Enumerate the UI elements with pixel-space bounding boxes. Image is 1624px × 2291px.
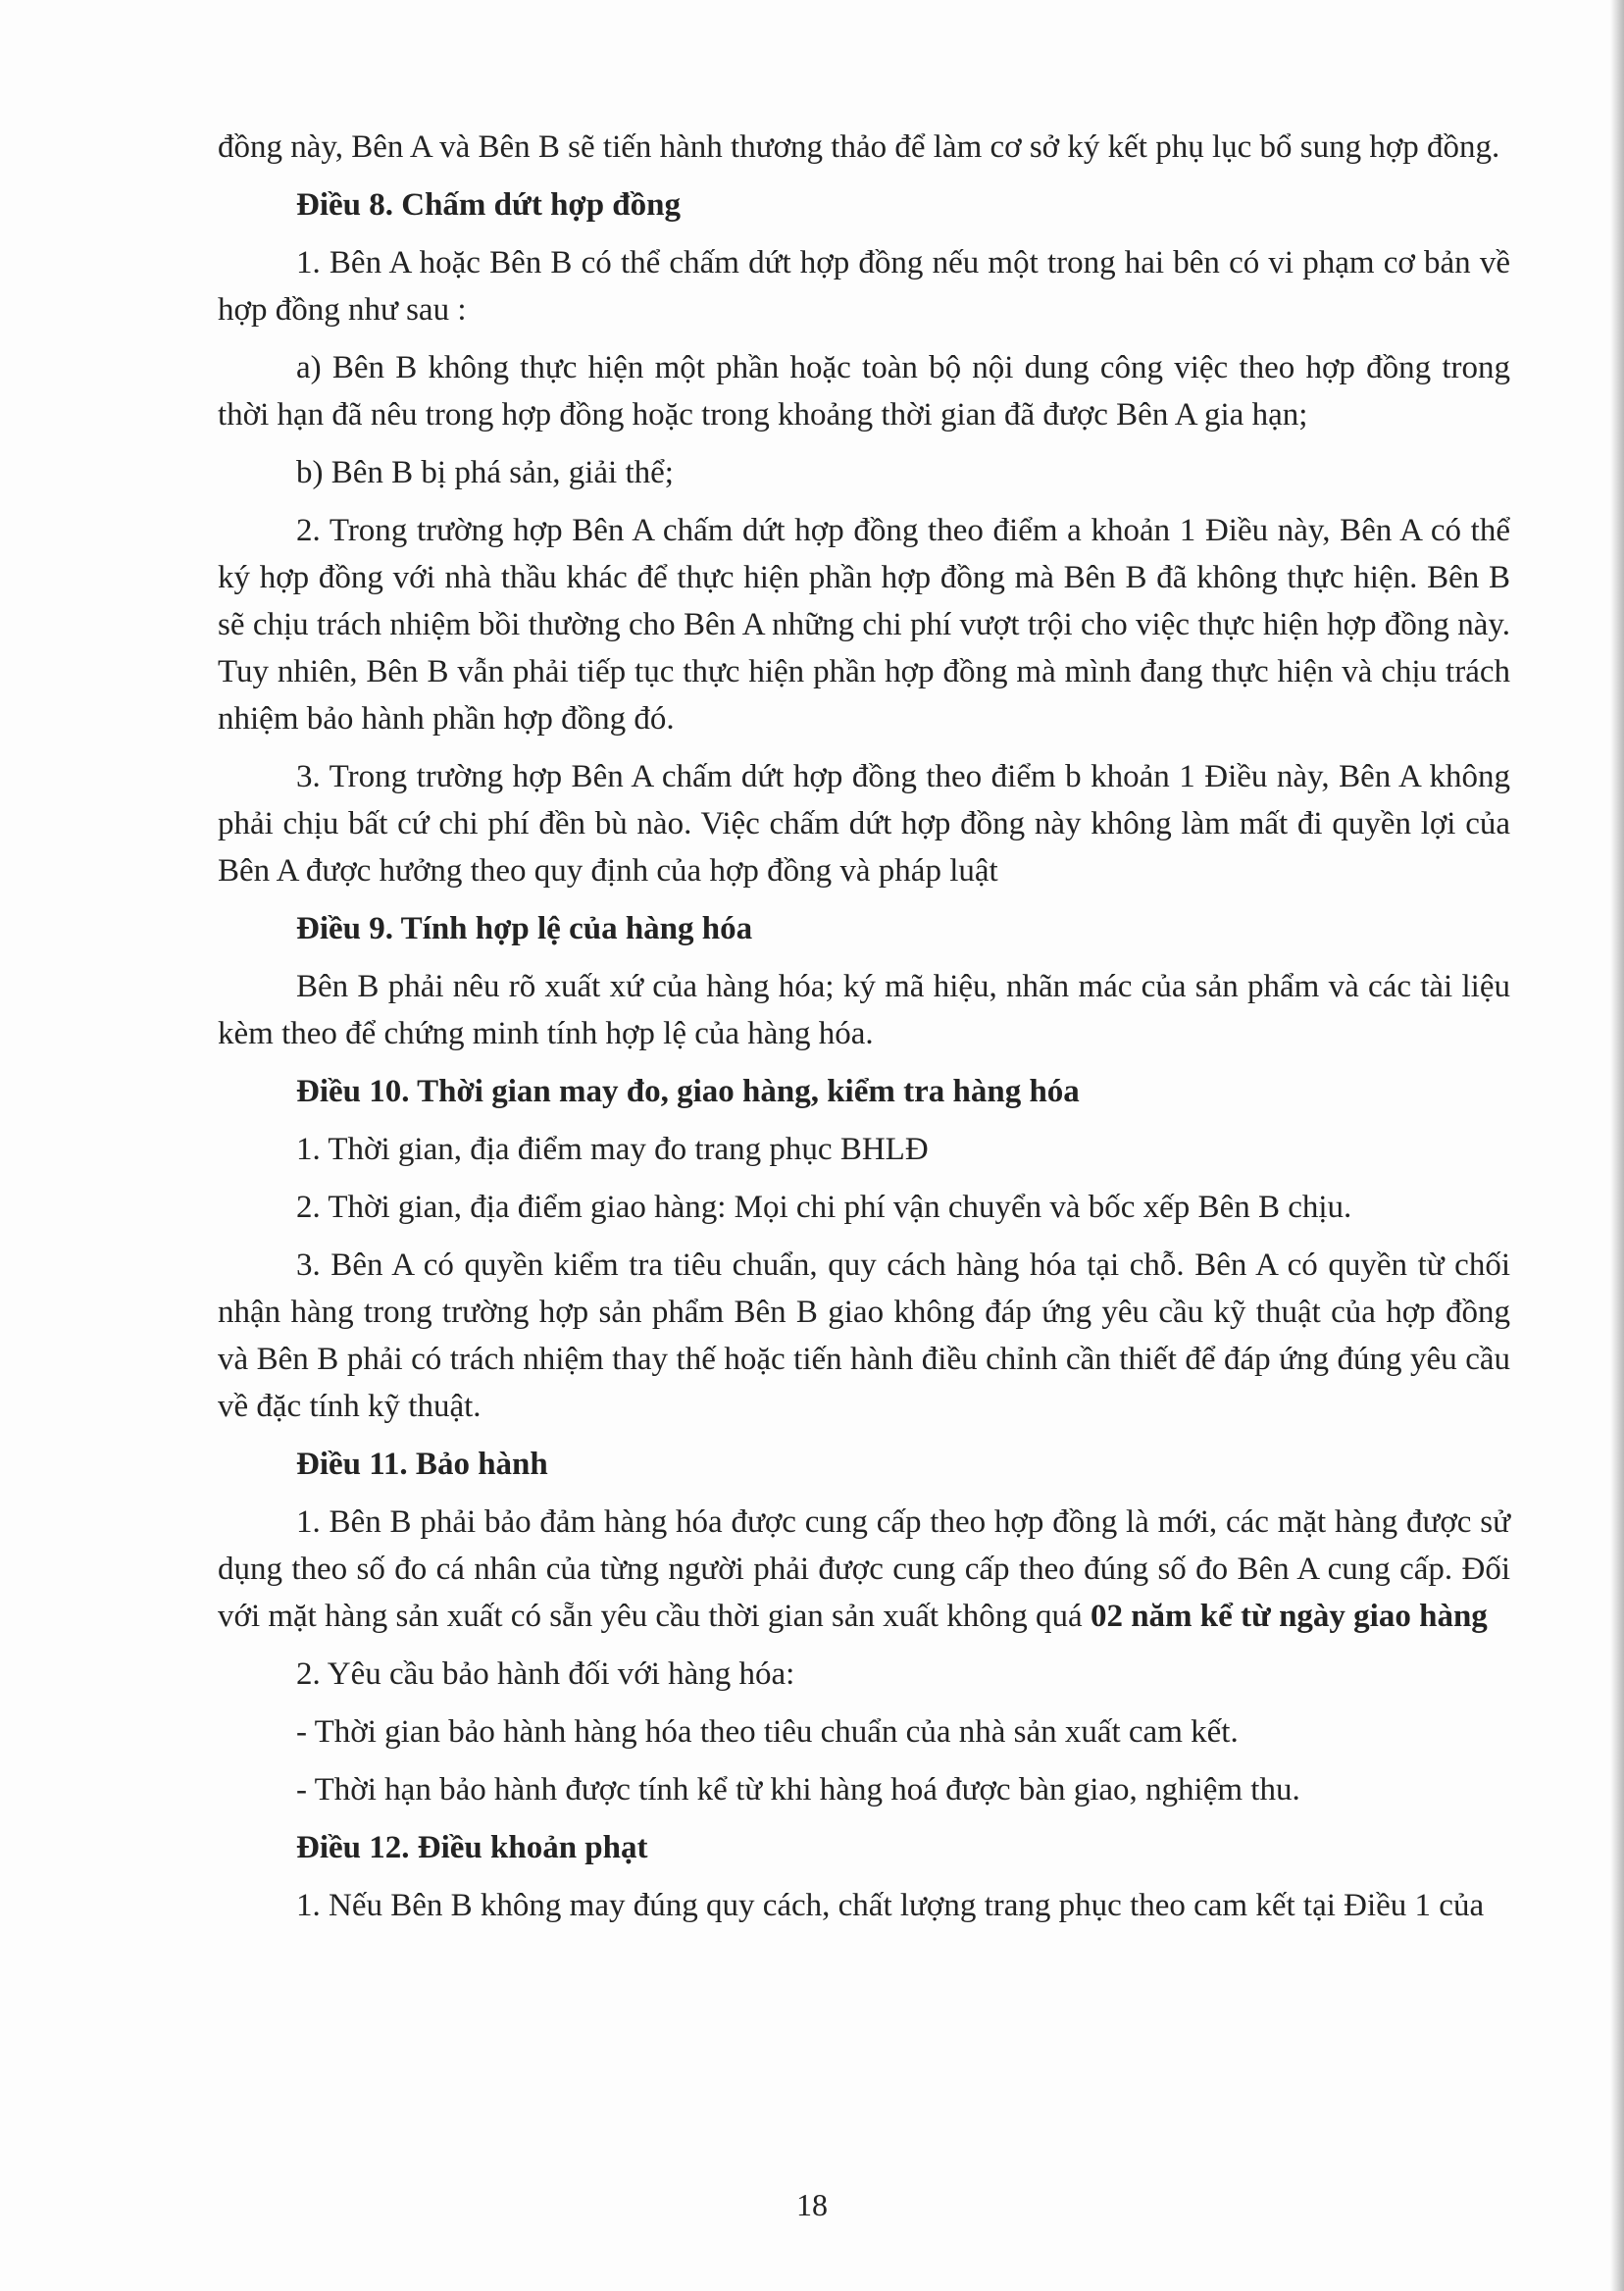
article-11-dash-2: - Thời hạn bảo hành được tính kể từ khi hàng hoá được bàn giao, nghiệm thu. [296,1772,1300,1807]
document-body [218,124,1510,1940]
article-8-point-a: a) Bên B không thực hiện một phần hoặc toàn bộ nội dung công việc theo hợp đồng trong thời hạn đã nêu trong hợp đồng hoặc trong khoảng thời gian đã được Bên A gia hạn; [218,350,1510,433]
article-8-heading: Điều 8. Chấm dứt hợp đồng [296,187,682,223]
article-12-heading: Điều 12. Điều khoản phạt [296,1830,648,1865]
article-11-dash-1: - Thời gian bảo hành hàng hóa theo tiêu chuẩn của nhà sản xuất cam kết. [296,1714,1239,1750]
article-9-heading: Điều 9. Tính hợp lệ của hàng hóa [296,911,753,946]
article-11-heading: Điều 11. Bảo hành [296,1447,548,1482]
article-11-clause-2: 2. Yêu cầu bảo hành đối với hàng hóa: [296,1656,795,1692]
article-8-clause-2: 2. Trong trường hợp Bên A chấm dứt hợp đồng theo điểm a khoản 1 Điều này, Bên A có thể ký hợp đồng với nhà thầu khác để thực hiện phần hợp đồng mà Bên B đã không thực hiện. Bên B sẽ chịu trách nhiệm bồi thường cho Bên A những chi phí vượt trội cho việc thực hiện hợp đồng này. Tuy nhiên, Bên B vẫn phải tiếp tục thực hiện phần hợp đồng mà mình đang thực hiện và chịu trách nhiệm bảo hành phần hợp đồng đó. [218,513,1510,737]
article-10-clause-1: 1. Thời gian, địa điểm may đo trang phục BHLĐ [296,1132,929,1167]
article-8-point-b: b) Bên B bị phá sản, giải thể; [296,455,674,490]
paragraph-continuation: đồng này, Bên A và Bên B sẽ tiến hành thương thảo để làm cơ sở ký kết phụ lục bổ sung hợp đồng. [218,129,1500,165]
article-11-clause-1-text: 1. Bên B phải bảo đảm hàng hóa được cung cấp theo hợp đồng là mới, các mặt hàng được sử dụng theo số đo cá nhân của từng người phải được cung cấp theo đúng số đo Bên A cung cấp. Đối với mặt hàng sản xuất có sẵn yêu cầu thời gian sản xuất không quá [218,1504,1510,1634]
article-9-text: Bên B phải nêu rõ xuất xứ của hàng hóa; ký mã hiệu, nhãn mác của sản phẩm và các tài liệu kèm theo để chứng minh tính hợp lệ của hàng hóa. [218,969,1510,1051]
article-10-clause-3: 3. Bên A có quyền kiểm tra tiêu chuẩn, quy cách hàng hóa tại chỗ. Bên A có quyền từ chối nhận hàng trong trường hợp sản phẩm Bên B giao không đáp ứng yêu cầu kỹ thuật của hợp đồng và Bên B phải có trách nhiệm thay thế hoặc tiến hành điều chỉnh cần thiết để đáp ứng đúng yêu cầu về đặc tính kỹ thuật. [218,1247,1510,1424]
article-10-clause-2: 2. Thời gian, địa điểm giao hàng: Mọi chi phí vận chuyển và bốc xếp Bên B chịu. [296,1190,1352,1225]
article-8-clause-1: 1. Bên A hoặc Bên B có thể chấm dứt hợp đồng nếu một trong hai bên có vi phạm cơ bản về hợp đồng như sau : [218,245,1510,328]
scan-edge-shadow [1610,0,1624,2291]
article-10-heading: Điều 10. Thời gian may đo, giao hàng, kiểm tra hàng hóa [296,1074,1080,1109]
article-11-clause-1 [218,1499,1510,1640]
article-11-clause-1-bold: 02 năm kể từ ngày giao hàng [1090,1599,1488,1634]
article-8-clause-3: 3. Trong trường hợp Bên A chấm dứt hợp đồng theo điểm b khoản 1 Điều này, Bên A không phải chịu bất cứ chi phí đền bù nào. Việc chấm dứt hợp đồng này không làm mất đi quyền lợi của Bên A được hưởng theo quy định của hợp đồng và pháp luật [218,759,1510,889]
article-12-clause-1: 1. Nếu Bên B không may đúng quy cách, chất lượng trang phục theo cam kết tại Điều 1 của [296,1888,1485,1923]
page-number: 18 [796,2187,828,2222]
